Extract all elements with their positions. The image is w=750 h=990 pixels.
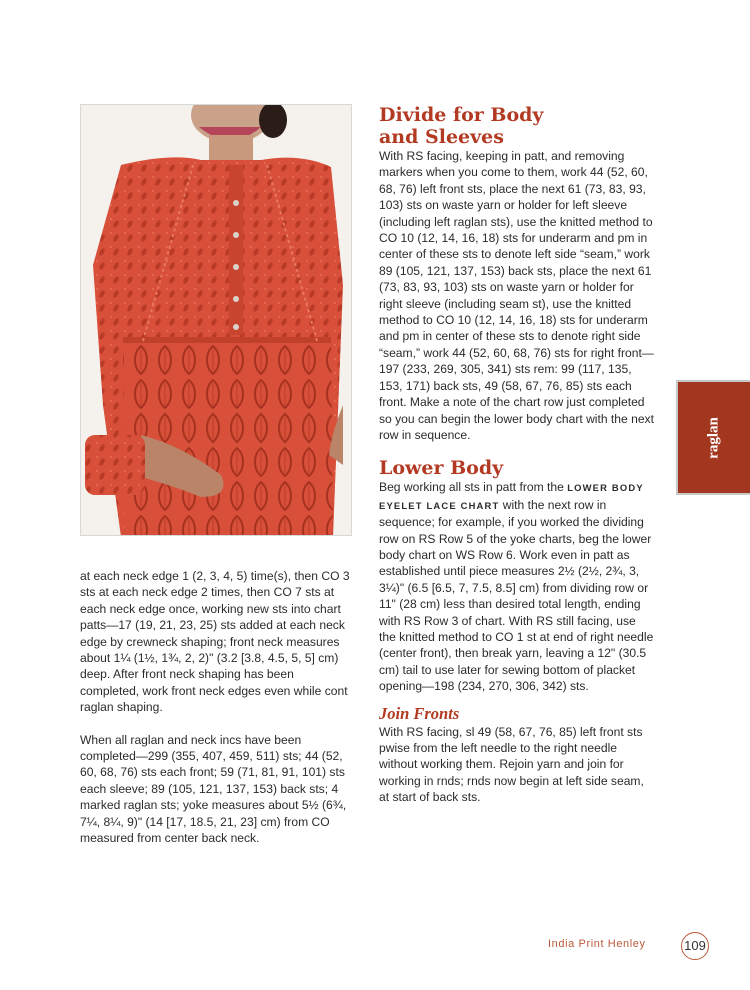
join-fronts-paragraph: With RS facing, sl 49 (58, 67, 76, 85) left front sts pwise from the left needle to the right needle without working them. Rejoin yarn and join for working in rnds; rnds now begin at left side seam, at start of back sts. xyxy=(379,724,644,805)
footer-title: India Print Henley xyxy=(548,938,646,950)
left-column xyxy=(80,568,356,847)
photo-illustration xyxy=(81,105,352,536)
lower-body-text-a: Beg working all sts in patt from the xyxy=(379,480,568,495)
divide-paragraph: With RS facing, keeping in patt, and removing markers when you come to them, work 44 (52, 60, 68, 76) left front sts, place the next 61 (73, 83, 93, 103) sts on waste yarn or holder for left sleeve (including left raglan sts), use the knitted method to CO 10 (12, 14, 16, 18) sts for underarm and pm in center of these sts to denote left side “seam,” work 89 (105, 121, 137, 153) back sts, place the next 61 (73, 83, 93, 103) sts on waste yarn or holder for right sleeve (including seam st), use the knitted method to CO 10 (12, 14, 16, 18) sts for underarm and pm in center of these sts to denote right side “seam,” work 44 (52, 60, 68, 76) sts for right front—197 (233, 269, 305, 341) sts rem: 99 (117, 135, 153, 171) back sts, 49 (58, 67, 76, 85) sts each front. Make a note of the chart row just completed so you can begin the lower body chart with the next row in sequence. xyxy=(379,149,654,442)
divide-heading xyxy=(379,104,655,148)
divide-heading-line2: and Sleeves xyxy=(379,126,504,148)
section-tab xyxy=(676,380,750,495)
section-tab-label: raglan xyxy=(705,416,722,459)
left-paragraph-2: When all raglan and neck incs have been completed—299 (355, 407, 459, 511) sts; 44 (52, 60, 68, 76) sts each front; 59 (71, 81, 91, 101) sts each sleeve; 89 (105, 121, 137, 153) back sts; 4 marked raglan sts; yoke measures about 5½ (6¾, 7¼, 8¼, 9)" (14 [17, 18.5, 21, 23] cm) from CO measured from center back neck. xyxy=(80,732,347,846)
divide-heading-line1: Divide for Body xyxy=(379,104,544,126)
page-number: 109 xyxy=(681,932,709,960)
join-fronts-heading: Join Fronts xyxy=(379,703,460,723)
lower-body-heading: Lower Body xyxy=(379,457,504,480)
right-column xyxy=(379,104,655,806)
sweater-photo xyxy=(80,104,352,536)
lower-body-chart-name: LOWER BODY EYELET LACE CHART xyxy=(379,482,644,511)
left-paragraph-1: at each neck edge 1 (2, 3, 4, 5) time(s), then CO 3 sts at each neck edge 2 times, then CO 7 sts at each neck edge once, working new sts into chart patts—17 (19, 21, 23, 25) sts added at each neck edge by crewneck shaping; front neck measures about 1¼ (1½, 1¾, 2, 2)" (3.2 [3.8, 4.5, 5, 5] cm) deep. After front neck shaping has been completed, work front neck edges even while cont raglan shaping. xyxy=(80,569,350,715)
lower-body-paragraph xyxy=(379,479,655,694)
lower-body-text-b: with the next row in sequence; for example, if you worked the dividing row on RS Row 5 of the yoke charts, beg the lower body chart on WS Row 6. Work even in patt as established until piece measures 2½ (2½, 2¾, 3, 3¼)" (6.5 [6.5, 7, 7.5, 8.5] cm) from dividing row or 11" (28 cm) less than desired total length, ending with RS Row 3 of chart. With RS still facing, use the knitted method to CO 1 st at end of right needle (center front), then break yarn, leaving a 12" (30.5 cm) tail to use later for sewing bottom of placket opening—198 (234, 270, 306, 342) sts. xyxy=(379,497,654,694)
